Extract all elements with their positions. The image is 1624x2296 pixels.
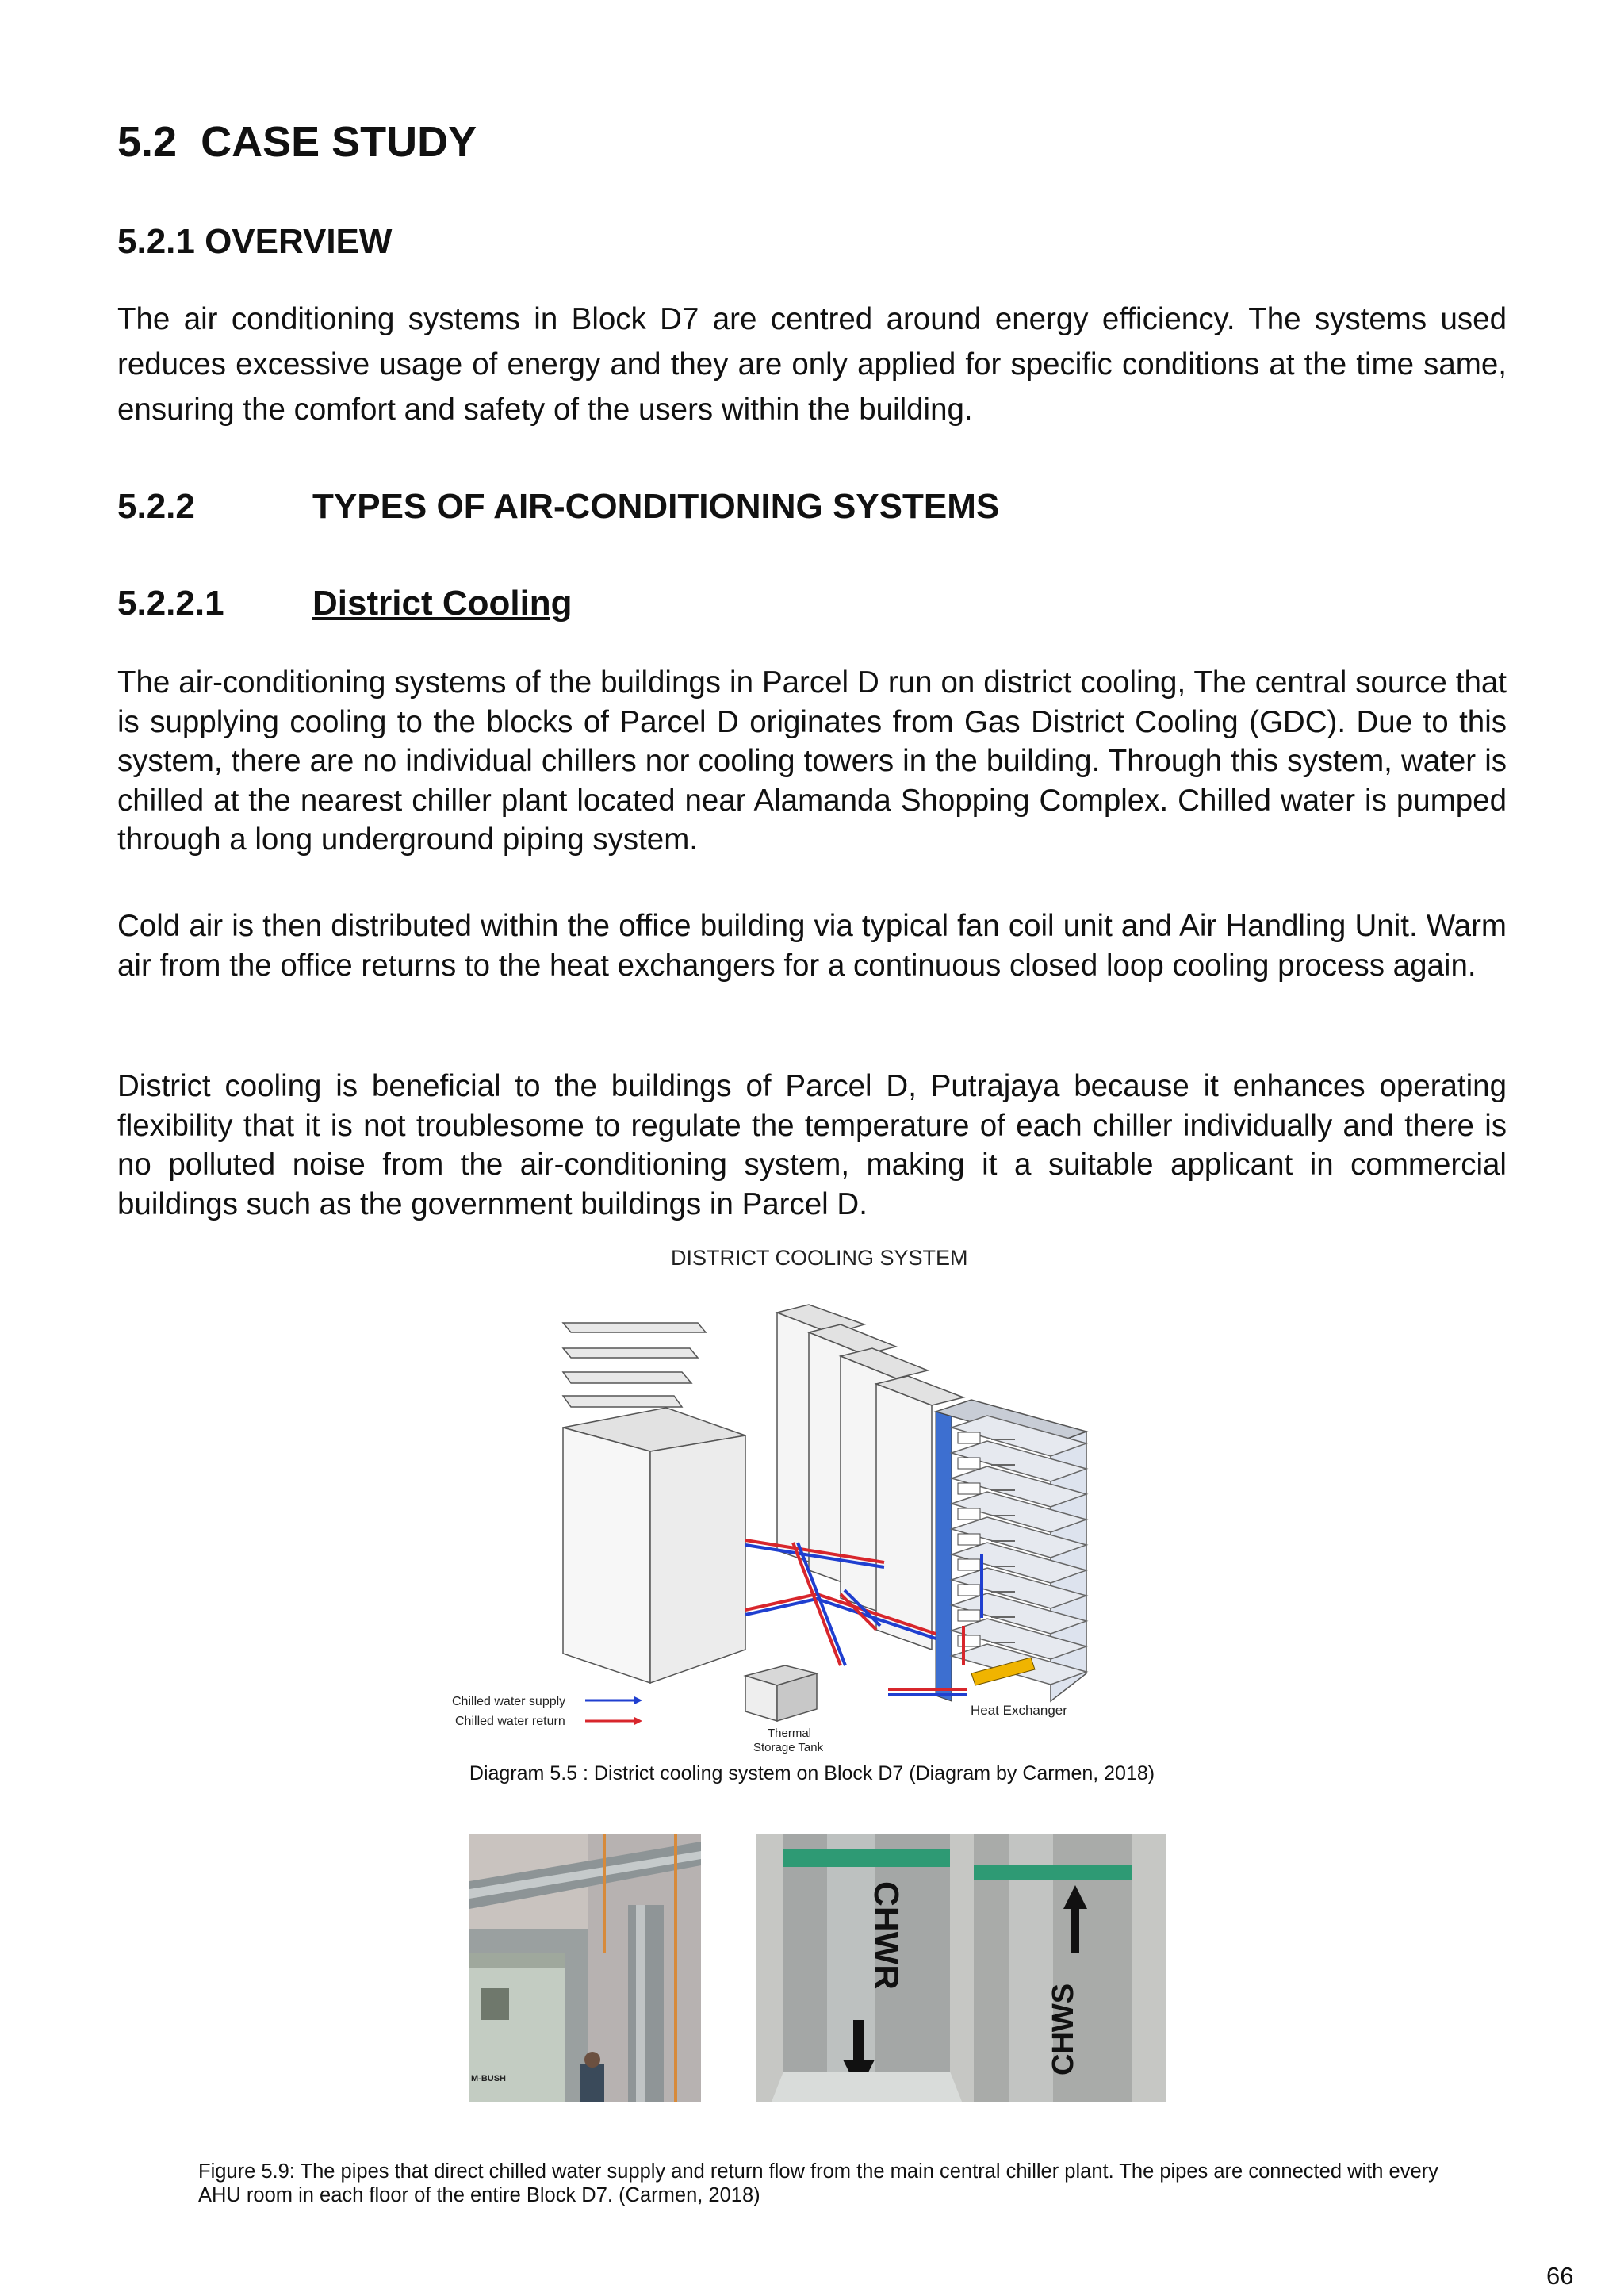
left-building-row <box>563 1323 745 1683</box>
section-number: 5.2 <box>117 118 178 166</box>
thermal-storage-tank <box>745 1665 817 1721</box>
section-title: CASE STUDY <box>201 118 477 166</box>
legend-supply-label: Chilled water supply <box>452 1695 566 1708</box>
chws-chwr-pipes-photo <box>756 1834 1166 2102</box>
flow-down-arrow-shaft <box>853 2020 864 2064</box>
page-number: 66 <box>1546 2262 1574 2290</box>
district-cooling-number: 5.2.2.1 <box>117 584 224 623</box>
legend-return-label: Chilled water return <box>455 1715 565 1728</box>
tank-label-line1: Thermal <box>768 1727 812 1740</box>
diagram-caption: Diagram 5.5 : District cooling system on Block D7 (Diagram by Carmen, 2018) <box>469 1762 1155 1784</box>
types-heading <box>117 487 1000 527</box>
plant-unit-text: M-BUSH <box>471 2074 506 2083</box>
overview-paragraph: The air conditioning systems in Block D7 are centred around energy efficiency. The systems used reduces excessive usage of energy and they are only applied for specific conditions at the time same, ensuring the comfort and safety of the users within the building. <box>117 302 1507 427</box>
section-heading <box>117 117 477 167</box>
overview-heading: 5.2.1 OVERVIEW <box>117 222 393 261</box>
chiller-plant-photo <box>469 1834 701 2102</box>
legend-supply-arrow <box>585 1696 642 1704</box>
types-number: 5.2.2 <box>117 487 195 526</box>
diagram-title: DISTRICT COOLING SYSTEM <box>671 1246 968 1270</box>
district-cooling-heading <box>117 584 573 623</box>
heat-exchanger-label: Heat Exchanger <box>971 1703 1067 1718</box>
flow-up-arrow-shaft <box>1071 1905 1079 1953</box>
district-cooling-diagram <box>444 1277 1174 1769</box>
chws-pipe-label: CHWS <box>1047 1983 1080 2076</box>
district-cooling-title: District Cooling <box>312 584 573 623</box>
district-cooling-paragraph-1: The air-conditioning systems of the buildings in Parcel D run on district cooling, The central source that is supplying cooling to the blocks of Parcel D originates from Gas District Cooling (GDC). Due to this system, there are no individual chillers nor cooling towers in the building. Through this system, water is chilled at the nearest chiller plant located near Alamanda Shopping Complex. Chilled water is pumped through a long underground piping system. <box>117 665 1507 857</box>
district-cooling-paragraph-2: Cold air is then distributed within the office building via typical fan coil unit and Air Handling Unit. Warm air from the office returns to the heat exchangers for a continuous closed loop cooling process again. <box>117 909 1507 983</box>
tank-label-line2: Storage Tank <box>753 1741 824 1754</box>
block-d7-building <box>936 1400 1086 1701</box>
legend-return-arrow <box>585 1717 642 1725</box>
district-cooling-paragraph-3: District cooling is beneficial to the buildings of Parcel D, Putrajaya because it enhances operating flexibility that it is not troublesome to regulate the temperature of each chiller individually and there is no polluted noise from the air-conditioning system, making it a suitable applicant in commercial buildings such as the government buildings in Parcel D. <box>117 1069 1507 1221</box>
chwr-pipe-label: CHWR <box>867 1881 906 1990</box>
types-title: TYPES OF AIR-CONDITIONING SYSTEMS <box>312 487 1000 526</box>
figure-caption: Figure 5.9: The pipes that direct chilled water supply and return flow from the main central chiller plant. The pipes are connected with every AHU room in each floor of the entire Block D7. (Carmen, 2018) <box>198 2160 1438 2206</box>
